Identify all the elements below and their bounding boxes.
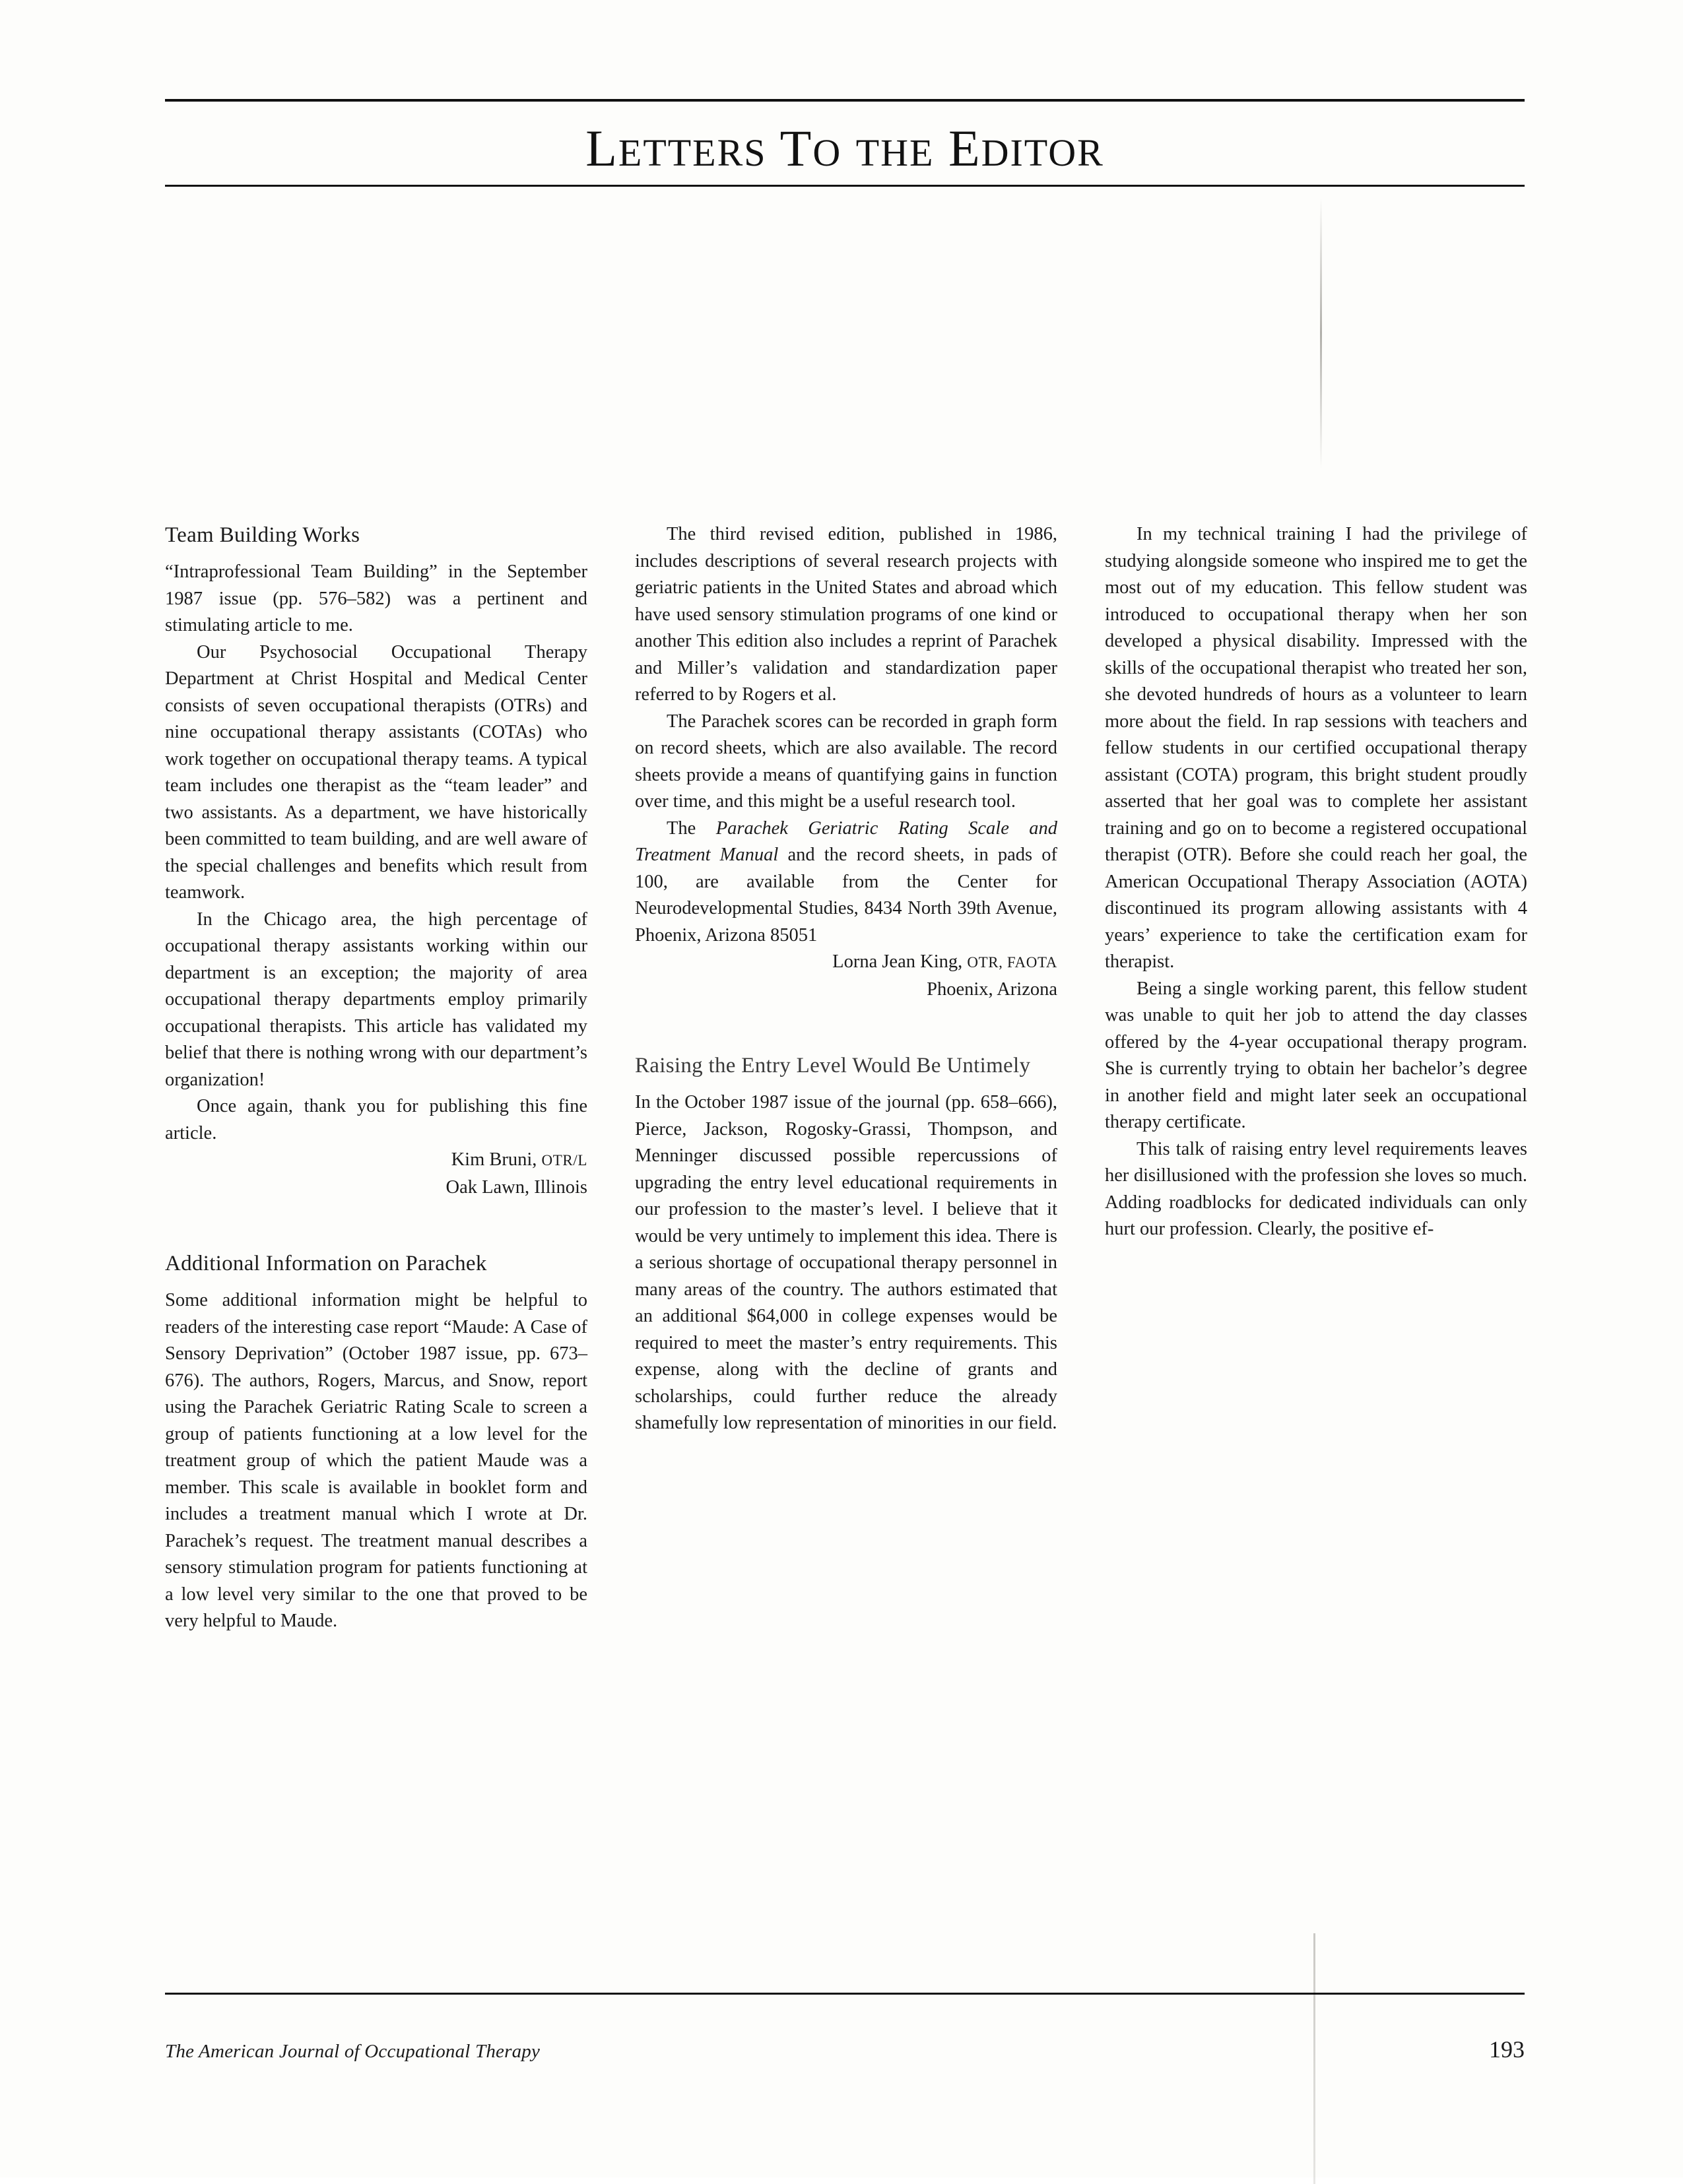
page-title-letter-e: E xyxy=(948,119,981,177)
letter2-manual-title: Parachek Geriatric Rating Scale and Treatment Manual xyxy=(635,818,1057,865)
journal-name: The American Journal of Occupational Therapy xyxy=(165,2041,541,2062)
column-2 xyxy=(635,521,1057,1635)
letter2-signature-name: Lorna Jean King, xyxy=(832,951,963,972)
masthead-rule-bottom xyxy=(165,185,1525,187)
letter2-signature-credentials: OTR, FAOTA xyxy=(967,954,1057,971)
letter1-signature-credentials: OTR/L xyxy=(541,1152,587,1169)
column-1 xyxy=(165,521,587,1635)
page-title-word-letters: ETTERS xyxy=(618,131,767,174)
letter2-final-lead: The xyxy=(667,818,716,839)
letter2-paragraph-1-text: Some additional information might be helpful to readers of the interesting case report “Maude: A Case of Sensory Deprivation” (October 1987 issue, pp. 673–676). The authors, Rogers, Marcus, and Snow, report using the Parachek Geriatric Rating Scale to screen a group of patients functioning at a low level for the treatment group of which the patient Maude was a member. This scale is available in booklet form and includes a treatment manual which I wrote at Dr. Parachek’s request. The treatment manual describes a sensory stimulation program for patients functioning at a low level very similar to the one that proved to be very helpful to Maude. xyxy=(165,1290,587,1631)
letter2-signature xyxy=(635,949,1057,977)
letter1-paragraph-4: Once again, thank you for publishing this fine article. xyxy=(165,1096,587,1143)
letter1-signature xyxy=(165,1147,587,1174)
page-title-word-editor: DITOR xyxy=(981,131,1104,174)
column1-section-spacer xyxy=(165,1201,587,1250)
letter2-paragraph-4 xyxy=(635,816,1057,949)
page-masthead xyxy=(165,99,1525,187)
letter-title-raising-the-entry-level: Raising the Entry Level Would Be Untimely xyxy=(635,1054,1031,1077)
footer-rule xyxy=(165,1993,1525,1995)
page-title-letter-t: T xyxy=(779,119,813,177)
letter-title-additional-information-on-parachek: Additional Information on Parachek xyxy=(165,1252,487,1275)
letter2-paragraph-1-part-a xyxy=(165,1287,587,1635)
article-columns xyxy=(165,521,1533,1635)
page-title-word-to: O xyxy=(812,131,842,174)
page-title xyxy=(165,102,1525,185)
letter1-signature-name: Kim Bruni, xyxy=(451,1149,537,1170)
letter3-paragraph-1: In the October 1987 issue of the journal (pp. 658–666), Pierce, Jackson, Rogosky-Grassi, Thompson, and Menninger discussed possible repercussions of upgrading the entry level educational requirements in our profession to the master’s level. I believe that it would be very untimely to implement this idea. There is a serious shortage of occupational therapy personnel in many areas of the country. The authors estimated that an additional $64,000 in college expenses would be required to meet the master’s entry requirements. This expense, along with the decline of grants and scholarships, could further reduce the already shamefully low representation of minorities in our field. xyxy=(635,1092,1057,1433)
letter2-paragraph-3: The Parachek scores can be recorded in graph form on record sheets, which are also available. The record sheets provide a means of quantifying gains in function over time, and this might be a useful research tool. xyxy=(635,711,1057,812)
page-number: 193 xyxy=(1489,2036,1525,2063)
letter-title-team-building-works: Team Building Works xyxy=(165,523,360,547)
page-title-word-the: THE xyxy=(855,131,935,174)
letter3-paragraph-4: This talk of raising entry level requirements leaves her disillusioned with the profession she loves so much. Adding roadblocks for dedicated individuals can only hurt our profession. Clearly, the positive ef- xyxy=(1105,1138,1527,1239)
page-footer xyxy=(165,2036,1525,2063)
letter1-paragraph-3: In the Chicago area, the high percentage of occupational therapy assistants working within our department is an exception; the majority of area occupational therapy departments employ primarily occupational therapists. This article has validated my belief that there is nothing wrong with our department’s organization! xyxy=(165,909,587,1090)
letter3-paragraph-3: Being a single working parent, this fellow student was unable to quit her job to attend the day classes offered by the 4-year occupational therapy program. She is currently trying to obtain her bachelor’s degree in another field and might later seek an occupational therapy certificate. xyxy=(1105,978,1527,1132)
column2-section-spacer xyxy=(635,1003,1057,1052)
page-title-letter-l: L xyxy=(585,119,618,177)
letter3-paragraph-2: In my technical training I had the privilege of studying alongside someone who inspired me to get the most out of my education. This fellow student was introduced to occupational therapy when her son developed a physical disability. Impressed with the skills of the occupational therapist who treated her son, she devoted hundreds of hours as a volunteer to learn more about the field. In rap sessions with teachers and fellow students in our certified occupational therapy assistant (COTA) program, this bright student proudly asserted that her goal was to complete her assistant training and go on to become a registered occupational therapist (OTR). Before she could reach her goal, the American Occupational Therapy Association (AOTA) discontinued its program allowing assistants with 4 years’ experience to take the certification exam for therapist. xyxy=(1105,524,1527,972)
scan-artifact-vertical-line-top xyxy=(1320,198,1322,468)
letter2-signature-location: Phoenix, Arizona xyxy=(927,979,1057,1000)
letter1-signature-location: Oak Lawn, Illinois xyxy=(446,1176,587,1198)
letter1-paragraph-2: Our Psychosocial Occupational Therapy Department at Christ Hospital and Medical Center consists of seven occupational therapists (OTRs) and nine occupational therapy assistants (COTAs) who work together on occupational therapy teams. A typical team includes one therapist as the “team leader” and two assistants. As a department, we have historically been committed to team building, and are well aware of the special challenges and benefits which result from teamwork. xyxy=(165,641,587,903)
letter2-paragraph-2: The third revised edition, published in 1986, includes descriptions of several research projects with geriatric patients in the United States and abroad which have used sensory stimulation programs of one kind or another This edition also includes a reprint of Parachek and Miller’s validation and standardization paper referred to by Rogers et al. xyxy=(635,524,1057,705)
letter1-paragraph-1: “Intraprofessional Team Building” in the September 1987 issue (pp. 576–582) was a pertinent and stimulating article to me. xyxy=(165,562,587,635)
column-3 xyxy=(1105,521,1527,1635)
letter2-final-rest: and the record sheets, in pads of 100, are available from the Center for Neurodevelopmental Studies, 8434 North 39th Avenue, Phoenix, Arizona 85051 xyxy=(635,845,1057,946)
